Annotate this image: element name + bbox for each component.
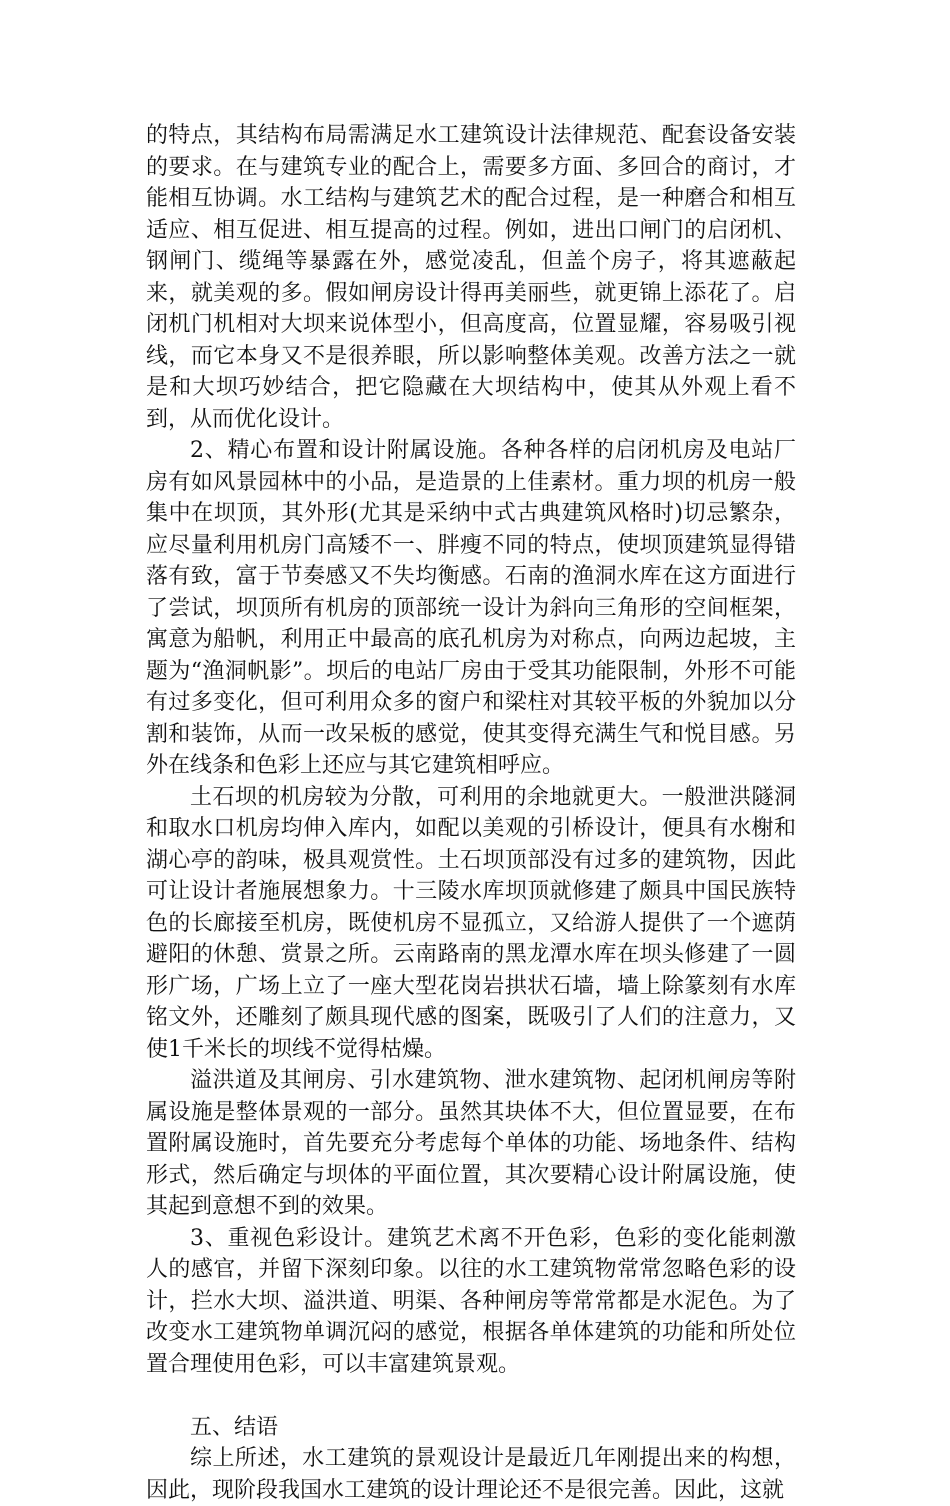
paragraph-color-design: 3、重视色彩设计。建筑艺术离不开色彩，色彩的变化能刺激人的感官，并留下深刻印象。以往的水工建筑物常常忽略色彩的设计，拦水大坝、溢洪道、明渠、各种闸房等常常都是水泥色。为了改变水工建筑物单调沉闷的感觉，根据各单体建筑的功能和所处位置合理使用色彩，可以丰富建筑景观。 [146,1225,796,1377]
paragraph-continuation: 的特点，其结构布局需满足水工建筑设计法律规范、配套设备安装的要求。在与建筑专业的配合上，需要多方面、多回合的商讨，才能相互协调。水工结构与建筑艺术的配合过程，是一种磨合和相互适应、相互促进、相互提高的过程。例如，进出口闸门的启闭机、钢闸门、缆绳等暴露在外，感觉凌乱，但盖个房子，将其遮蔽起来，就美观的多。假如闸房设计得再美丽些，就更锦上添花了。启闭机门机相对大坝来说体型小，但高度高，位置显耀，容易吸引视线，而它本身又不是很养眼，所以影响整体美观。改善方法之一就是和大坝巧妙结合，把它隐藏在大坝结构中，使其从外观上看不到，从而优化设计。 [146,123,796,432]
paragraph-conclusion: 综上所述，水工建筑的景观设计是最近几年刚提出来的构想，因此，现阶段我国水工建筑的设计理论还不是很完善。因此，这就 [146,1446,796,1503]
paragraph-earth-dam: 土石坝的机房较为分散，可利用的余地就更大。一般泄洪隧洞和取水口机房均伸入库内，如配以美观的引桥设计，便具有水榭和湖心亭的韵味，极具观赏性。土石坝顶部没有过多的建筑物，因此可让设计者施展想象力。十三陵水库坝顶就修建了颇具中国民族特色的长廊接至机房，既使机房不显孤立，又给游人提供了一个遮荫避阳的休憩、赏景之所。云南路南的黑龙潭水库在坝头修建了一圆形广场，广场上立了一座大型花岗岩拱状石墙，墙上除篆刻有水库铭文外，还雕刻了颇具现代感的图案，既吸引了人们的注意力，又使1千米长的坝线不觉得枯燥。 [146,784,796,1062]
paragraph-spillway: 溢洪道及其闸房、引水建筑物、泄水建筑物、起闭机闸房等附属设施是整体景观的一部分。虽然其块体不大，但位置显要，在布置附属设施时，首先要充分考虑每个单体的功能、场地条件、结构形式，然后确定与坝体的平面位置，其次要精心设计附属设施，使其起到意想不到的效果。 [146,1068,796,1219]
document-body [146,120,796,1506]
paragraph-attached-facilities: 2、精心布置和设计附属设施。各种各样的启闭机房及电站厂房有如风景园林中的小品，是造景的上佳素材。重力坝的机房一般集中在坝顶，其外形(尤其是采纳中式古典建筑风格时)切忌繁杂，应尽量利用机房门高矮不一、胖瘦不同的特点，使坝顶建筑显得错落有致，富于节奏感又不失均衡感。石南的渔洞水库在这方面进行了尝试，坝顶所有机房的顶部统一设计为斜向三角形的空间框架，寓意为船帆，利用正中最高的底孔机房为对称点，向两边起坡，主题为“渔洞帆影”。坝后的电站厂房由于受其功能限制，外形不可能有过多变化，但可利用众多的窗户和梁柱对其较平板的外貌加以分割和装饰，从而一改呆板的感觉，使其变得充满生气和悦目感。另外在线条和色彩上还应与其它建筑相呼应。 [146,438,796,778]
section-heading-conclusion: 五、结语 [190,1414,279,1440]
